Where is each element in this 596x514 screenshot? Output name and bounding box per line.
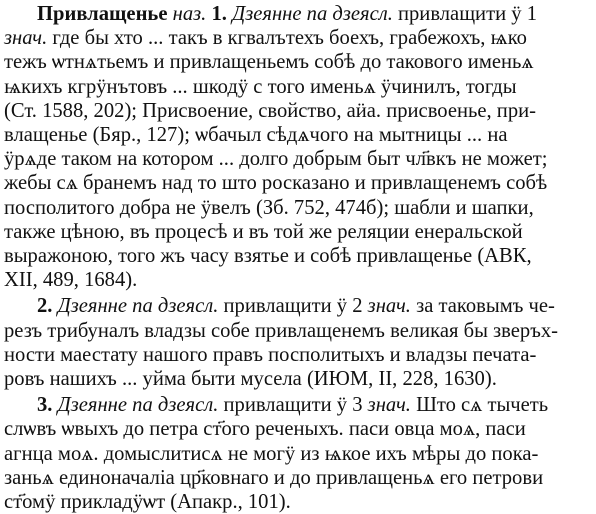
sense-1-abbrev: знач. bbox=[4, 27, 48, 50]
text-line bbox=[4, 393, 592, 417]
text-line: ѩкихъ кгрӱнътовъ ... шкодӱ с того именьѧ ӱчинилъ, тогды bbox=[4, 75, 517, 98]
sense-1-paragraph bbox=[4, 2, 592, 292]
headword: Привлащенье bbox=[37, 3, 168, 25]
sense-1-number: 1. bbox=[211, 3, 227, 25]
text-line: ности маестату нашого правъ посполитыхъ и владзы печата- bbox=[4, 343, 537, 366]
text-line: влащенье (Бяр., 127); ѡбачыл сѣдѧчого на мытницы ... на bbox=[4, 124, 508, 147]
sense-3-text: Што сѧ тычеть bbox=[410, 394, 549, 417]
text-line: агнца моѧ. домыслитисѧ не могӱ из ѩкое ихъ мѣры до пока- bbox=[4, 442, 539, 465]
sense-2-gloss: Дзеянне па дзеясл. bbox=[57, 295, 219, 318]
sense-3-paragraph bbox=[4, 393, 592, 514]
text-line: выражоною, того жъ часу взятье и собѣ привлащенье (АВК, bbox=[4, 245, 532, 268]
sense-3-abbrev: знач. bbox=[367, 394, 411, 417]
sense-2-text: привлащити ӱ 2 bbox=[218, 295, 363, 318]
text-line: (Ст. 1588, 202); Присвоение, свойство, аӥа. присвоенье, при- bbox=[4, 99, 537, 122]
text-line: заньѧ единоначалiа цр҃ковнаго и до привлащеньѧ его петрови bbox=[4, 466, 544, 489]
text-line: ст҃омӱ прикладӱѡт (Апакр., 101). bbox=[4, 491, 291, 514]
text-line: ӱрѧде таком на котором ... долго добрым быт чл҃вкъ не может; bbox=[4, 148, 548, 171]
text-line: ровъ нашихъ ... уйма быти мусела (ИЮМ, II, 228, 1630). bbox=[4, 368, 497, 391]
text-line bbox=[4, 26, 592, 50]
sense-2-paragraph bbox=[4, 294, 592, 391]
sense-2-number: 2. bbox=[37, 295, 53, 318]
text-line: также цѣною, въ процесѣ и въ той же реляции енеральской bbox=[4, 220, 523, 243]
text-line bbox=[4, 2, 592, 26]
part-of-speech: наз. bbox=[172, 3, 207, 25]
sense-2-text: за таковымъ че- bbox=[410, 295, 555, 318]
sense-3-text: привлащити ӱ 3 bbox=[218, 394, 363, 417]
sense-1-gloss: Дзеянне па дзеясл. bbox=[232, 3, 393, 25]
text-line: тежъ ѡтнѧтьемъ и привлащеньемъ собѣ до таковогo именьѧ bbox=[4, 51, 534, 74]
sense-3-gloss: Дзеянне па дзеясл. bbox=[57, 394, 219, 417]
sense-3-number: 3. bbox=[37, 394, 53, 417]
sense-1-text: где бы хто ... такъ в кгвалътехъ боехъ, грабежохъ, ѩко bbox=[47, 27, 527, 50]
text-line: XII, 489, 1684). bbox=[4, 269, 138, 292]
sense-2-abbrev: знач. bbox=[367, 295, 411, 318]
sense-1-text: привлащити ӱ 1 bbox=[392, 3, 537, 25]
text-line bbox=[4, 294, 592, 318]
text-line: посполитого добра не ӱвелъ (Зб. 752, 474б); шабли и шапки, bbox=[4, 196, 534, 219]
text-line: резъ трибуналъ владзы собе привлащенемъ великая бы зверъх- bbox=[4, 319, 559, 342]
text-line: слѡвъ ѡвыхъ до петра ст҃ого реченыхъ. паси овца моѧ, паси bbox=[4, 418, 526, 441]
text-line: жебы сѧ бранемъ над то што росказано и привлащенемъ собѣ bbox=[4, 172, 548, 195]
